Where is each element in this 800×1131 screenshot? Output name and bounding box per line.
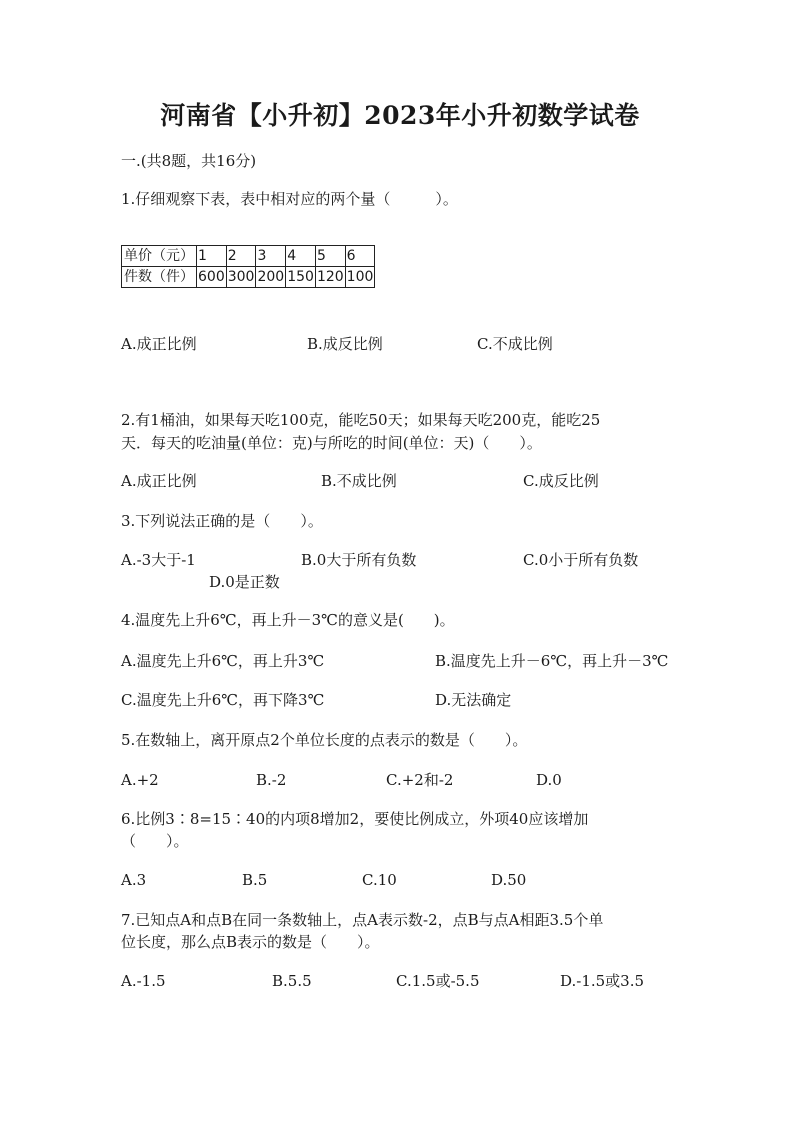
page-title: 河南省【小升初】2023年小升初数学试卷 (160, 101, 640, 130)
question-2-stem-line-2: 天．每天的吃油量(单位：克)与所吃的时间(单位：天)（ ）。 (121, 434, 542, 452)
question-7-stem-line-2: 位长度，那么点B表示的数是（ ）。 (121, 933, 380, 951)
question-5-option-c: C.+2和-2 (386, 771, 454, 789)
question-6-option-a: A.3 (121, 871, 147, 889)
question-2-option-c: C.成反比例 (523, 472, 599, 490)
question-7-stem-line-1: 7.已知点A和点B在同一条数轴上，点A表示数-2，点B与点A相距3.5个单 (121, 911, 604, 929)
question-2-option-b: B.不成比例 (321, 472, 397, 490)
table-cell: 600 (197, 267, 227, 288)
table-cell: 120 (315, 267, 345, 288)
question-6-stem-line-2: （ ）。 (121, 832, 189, 850)
question-5-option-a: A.+2 (121, 771, 159, 789)
table-cell: 200 (256, 267, 286, 288)
question-4-stem: 4.温度先上升6℃，再上升－3℃的意义是( )。 (121, 611, 455, 629)
question-1-stem: 1.仔细观察下表，表中相对应的两个量（ ）。 (121, 190, 458, 208)
question-6-option-d: D.50 (491, 871, 527, 889)
table-cell: 3 (256, 246, 286, 267)
question-3-stem: 3.下列说法正确的是（ ）。 (121, 512, 323, 530)
question-4-option-c: C.温度先上升6℃，再下降3℃ (121, 691, 325, 709)
table-cell: 6 (345, 246, 375, 267)
question-3-option-d: D.0是正数 (209, 573, 280, 591)
question-3-option-c: C.0小于所有负数 (523, 551, 639, 569)
question-6-option-c: C.10 (362, 871, 397, 889)
question-3-option-a: A.-3大于-1 (121, 551, 196, 569)
question-4-option-d: D.无法确定 (435, 691, 512, 709)
question-7-option-c: C.1.5或-5.5 (396, 972, 480, 990)
question-1-option-c: C.不成比例 (477, 335, 553, 353)
question-7-option-d: D.-1.5或3.5 (560, 972, 645, 990)
question-5-option-d: D.0 (536, 771, 562, 789)
question-7-option-a: A.-1.5 (121, 972, 166, 990)
table-cell: 150 (286, 267, 316, 288)
question-1-option-b: B.成反比例 (307, 335, 383, 353)
price-quantity-table (121, 245, 375, 288)
question-1-option-a: A.成正比例 (121, 335, 197, 353)
table-cell: 1 (197, 246, 227, 267)
section-header: 一.(共8题，共16分) (121, 152, 257, 170)
question-6-option-b: B.5 (242, 871, 268, 889)
question-3-option-b: B.0大于所有负数 (301, 551, 417, 569)
table-row (122, 267, 375, 288)
table-row-label: 件数（件） (122, 267, 197, 288)
table-row (122, 246, 375, 267)
question-6-stem-line-1: 6.比例3∶8=15∶40的内项8增加2，要使比例成立，外项40应该增加 (121, 810, 589, 828)
table-cell: 4 (286, 246, 316, 267)
table-cell: 100 (345, 267, 375, 288)
table-cell: 2 (226, 246, 256, 267)
question-5-option-b: B.-2 (256, 771, 287, 789)
question-7-option-b: B.5.5 (272, 972, 312, 990)
question-4-option-a: A.温度先上升6℃，再上升3℃ (121, 652, 325, 670)
table-cell: 5 (315, 246, 345, 267)
question-2-stem-line-1: 2.有1桶油，如果每天吃100克，能吃50天；如果每天吃200克，能吃25 (121, 411, 601, 429)
question-5-stem: 5.在数轴上，离开原点2个单位长度的点表示的数是（ ）。 (121, 731, 528, 749)
table-row-label: 单价（元） (122, 246, 197, 267)
question-4-option-b: B.温度先上升－6℃，再上升－3℃ (435, 652, 669, 670)
table-cell: 300 (226, 267, 256, 288)
question-2-option-a: A.成正比例 (121, 472, 197, 490)
